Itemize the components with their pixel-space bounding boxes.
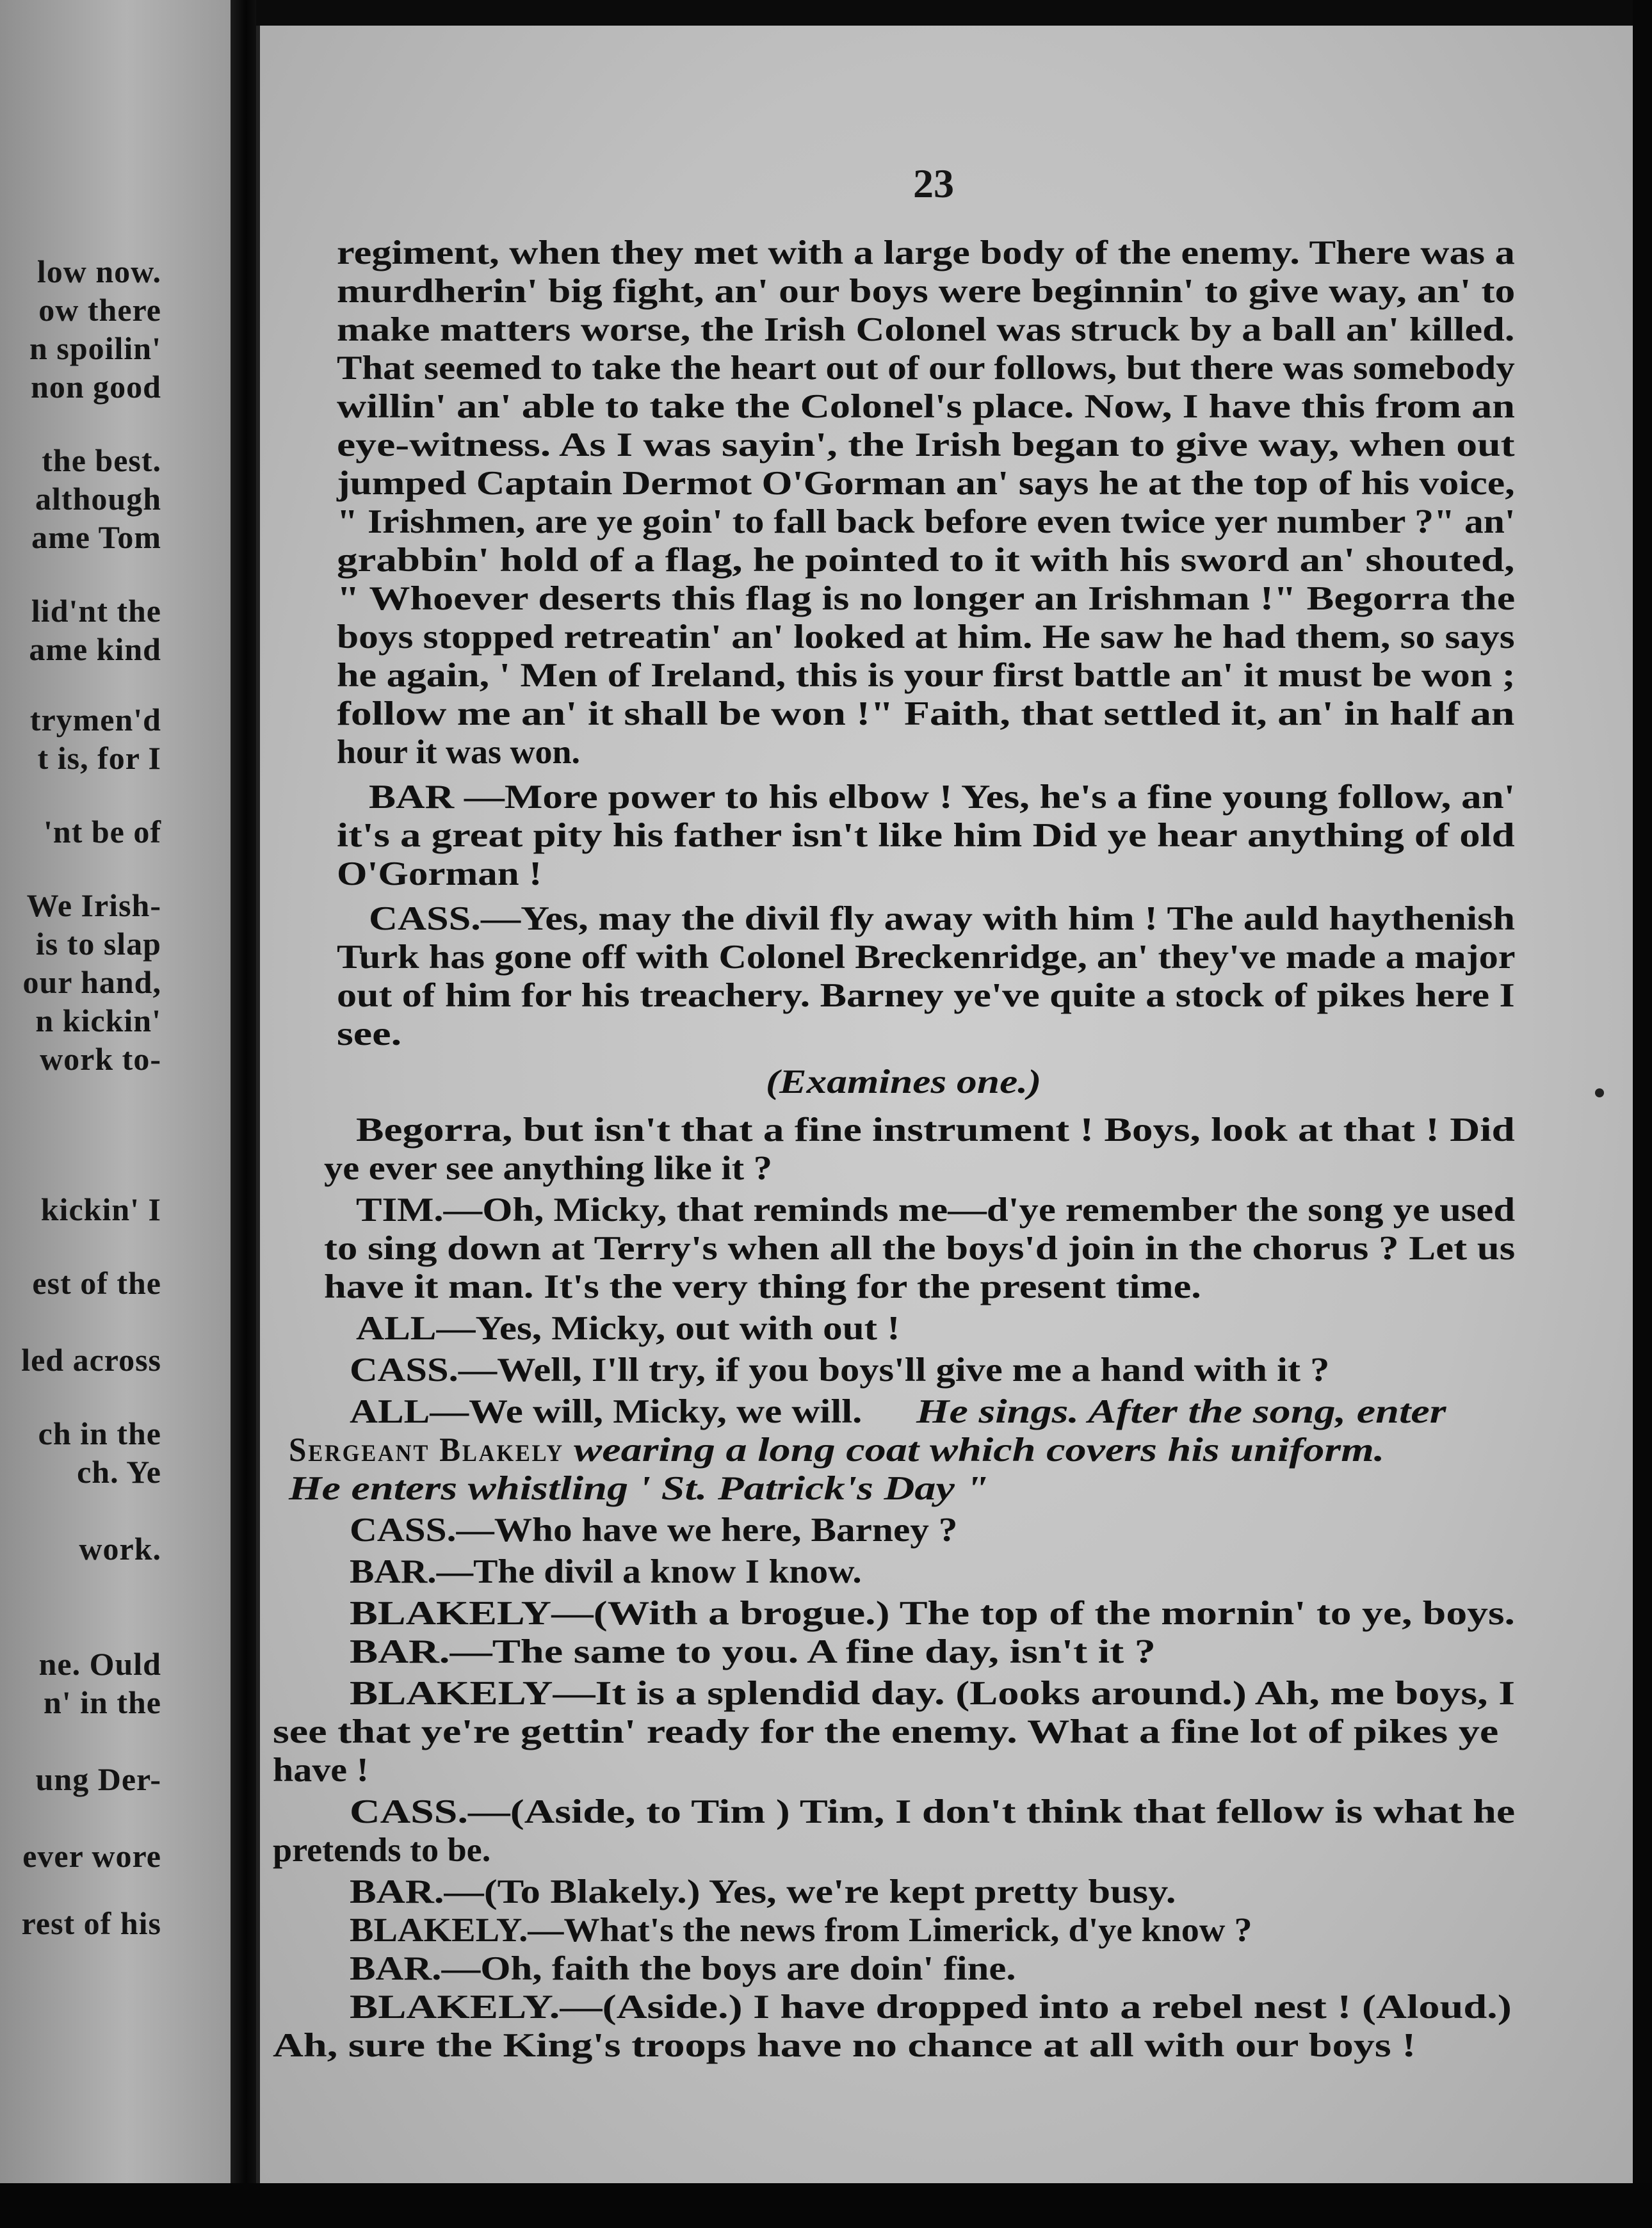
stage-direction-line: He enters whistling ' St. Patrick's Day " [289, 1470, 989, 1507]
left-page-line: is to slap [35, 926, 161, 962]
ink-speck [1595, 1088, 1604, 1097]
text-line: BLAKELY—It is a splendid day. (Looks around.) Ah, me boys, I [350, 1675, 1515, 1712]
left-page-line: est of the [32, 1265, 161, 1301]
left-page-line: ne. Ould [38, 1646, 161, 1682]
text-line: grabbin' hold of a flag, he pointed to it with his sword an' shouted, [337, 542, 1515, 579]
text-line: Turk has gone off with Colonel Breckenridge, an' they've made a major [337, 939, 1516, 976]
left-page-line: n kickin' [35, 1003, 161, 1038]
text-line: Sergeant Blakely [289, 1432, 564, 1469]
text-line: O'Gorman ! [337, 855, 542, 892]
text-line: ALL—We will, Micky, we will. [350, 1393, 862, 1430]
text-line: " Irishmen, are ye goin' to fall back before even twice yer number ?" an' [337, 503, 1516, 540]
left-page-line: ch in the [38, 1416, 161, 1451]
text-line: eye-witness. As I was sayin', the Irish began to give way, when out [337, 426, 1515, 464]
text-line: have ! [273, 1752, 369, 1789]
text-line: make matters worse, the Irish Colonel was struck by a ball an' killed. [337, 311, 1515, 348]
left-page-line: the best. [42, 442, 161, 478]
text-line: see that ye're gettin' ready for the enemy. What a fine lot of pikes ye [273, 1713, 1499, 1750]
left-page-line: ame kind [29, 631, 161, 667]
text-line: jumped Captain Dermot O'Gorman an' says he at the top of his voice, [337, 465, 1515, 502]
text-line: CASS.—(Aside, to Tim ) Tim, I don't think that fellow is what he [350, 1793, 1516, 1830]
text-line: BAR.—The divil a know I know. [350, 1553, 862, 1590]
text-line: CASS.—Well, I'll try, if you boys'll give me a hand with it ? [350, 1352, 1330, 1389]
left-page-line: n spoilin' [29, 330, 161, 366]
text-line: out of him for his treachery. Barney ye've quite a stock of pikes here I [337, 977, 1515, 1014]
left-page-line: We Irish- [26, 887, 161, 923]
left-page-line: kickin' I [40, 1191, 161, 1227]
left-page-line: ame Tom [31, 519, 161, 555]
text-line: BAR.—Oh, faith the boys are doin' fine. [350, 1950, 1016, 1987]
text-line: pretends to be. [273, 1832, 491, 1869]
text-line: see. [337, 1015, 402, 1053]
text-line: BAR.—The same to you. A fine day, isn't it ? [350, 1633, 1156, 1670]
main-page [256, 26, 1637, 2183]
text-line: TIM.—Oh, Micky, that reminds me—d'ye remember the song ye used [356, 1191, 1516, 1229]
stage-direction-line: He sings. After the song, enter [916, 1393, 1446, 1430]
left-page-line: non good [31, 369, 161, 405]
text-line: BLAKELY—(With a brogue.) The top of the mornin' to ye, boys. [350, 1595, 1515, 1632]
text-line: CASS.—Who have we here, Barney ? [350, 1512, 958, 1549]
text-line: That seemed to take the heart out of our follows, but there was somebody [337, 350, 1515, 387]
left-page-line: ch. Ye [77, 1454, 161, 1490]
left-page-line: trymen'd [29, 702, 161, 738]
left-page-text [0, 0, 231, 2228]
stage-direction-line: wearing a long coat which covers his uniform. [574, 1432, 1385, 1469]
left-page-line: led across [21, 1342, 161, 1378]
text-line: CASS.—Yes, may the divil fly away with him ! The auld haythenish [369, 900, 1516, 937]
text-line: BLAKELY.—What's the news from Limerick, d'ye know ? [350, 1912, 1252, 1949]
left-page-line: n' in the [43, 1684, 161, 1720]
text-line: ALL—Yes, Micky, out with out ! [356, 1310, 900, 1347]
text-line: BAR.—(To Blakely.) Yes, we're kept pretty busy. [350, 1873, 1176, 1910]
text-line: to sing down at Terry's when all the boys'd join in the chorus ? Let us [324, 1230, 1516, 1267]
text-line: regiment, when they met with a large body of the enemy. There was a [337, 234, 1515, 271]
text-line: follow me an' it shall be won !" Faith, that settled it, an' in half an [337, 695, 1515, 732]
text-line: hour it was won. [337, 734, 581, 771]
text-line: it's a great pity his father isn't like him Did ye hear anything of old [337, 817, 1515, 854]
text-line: he again, ' Men of Ireland, this is your first battle an' it must be won ; [337, 657, 1516, 694]
main-page-text [260, 26, 1637, 2183]
page-number: 23 [913, 161, 954, 206]
left-page-line: our hand, [22, 964, 161, 1000]
left-page-line: ung Der- [35, 1761, 161, 1797]
text-line: ye ever see anything like it ? [324, 1150, 772, 1187]
left-page-line: work to- [40, 1041, 161, 1077]
left-page-line: lid'nt the [31, 593, 161, 629]
text-line: BLAKELY.—(Aside.) I have dropped into a rebel nest ! (Aloud.) [350, 1989, 1512, 2026]
stage-direction-line: (Examines one.) [766, 1063, 1042, 1101]
text-line: have it man. It's the very thing for the present time. [324, 1268, 1201, 1305]
left-page-line: although [35, 481, 161, 517]
text-line: " Whoever deserts this flag is no longer an Irishman !" Begorra the [337, 580, 1516, 617]
left-page-line: ow there [38, 292, 161, 328]
text-line: boys stopped retreatin' an' looked at him. He saw he had them, so says [337, 618, 1515, 656]
right-scan-border [1633, 0, 1652, 2228]
text-line: willin' an' able to take the Colonel's place. Now, I have this from an [337, 388, 1515, 425]
left-page-line: low now. [36, 254, 161, 289]
left-page-fragment [0, 0, 231, 2228]
text-line: BAR —More power to his elbow ! Yes, he's a fine young follow, an' [369, 779, 1516, 816]
text-line: murdherin' big fight, an' our boys were beginnin' to give way, an' to [337, 273, 1516, 310]
text-line: Ah, sure the King's troops have no chance at all with our boys ! [273, 2027, 1416, 2064]
book-gutter [231, 0, 256, 2228]
left-page-line: 'nt be of [44, 814, 161, 850]
bottom-scan-border [0, 2183, 1652, 2228]
text-line: Begorra, but isn't that a fine instrument ! Boys, look at that ! Did [356, 1111, 1515, 1149]
left-page-line: ever wore [22, 1838, 161, 1874]
left-page-line: t is, for I [37, 740, 161, 776]
left-page-line: work. [79, 1531, 161, 1567]
left-page-line: rest of his [21, 1905, 161, 1941]
